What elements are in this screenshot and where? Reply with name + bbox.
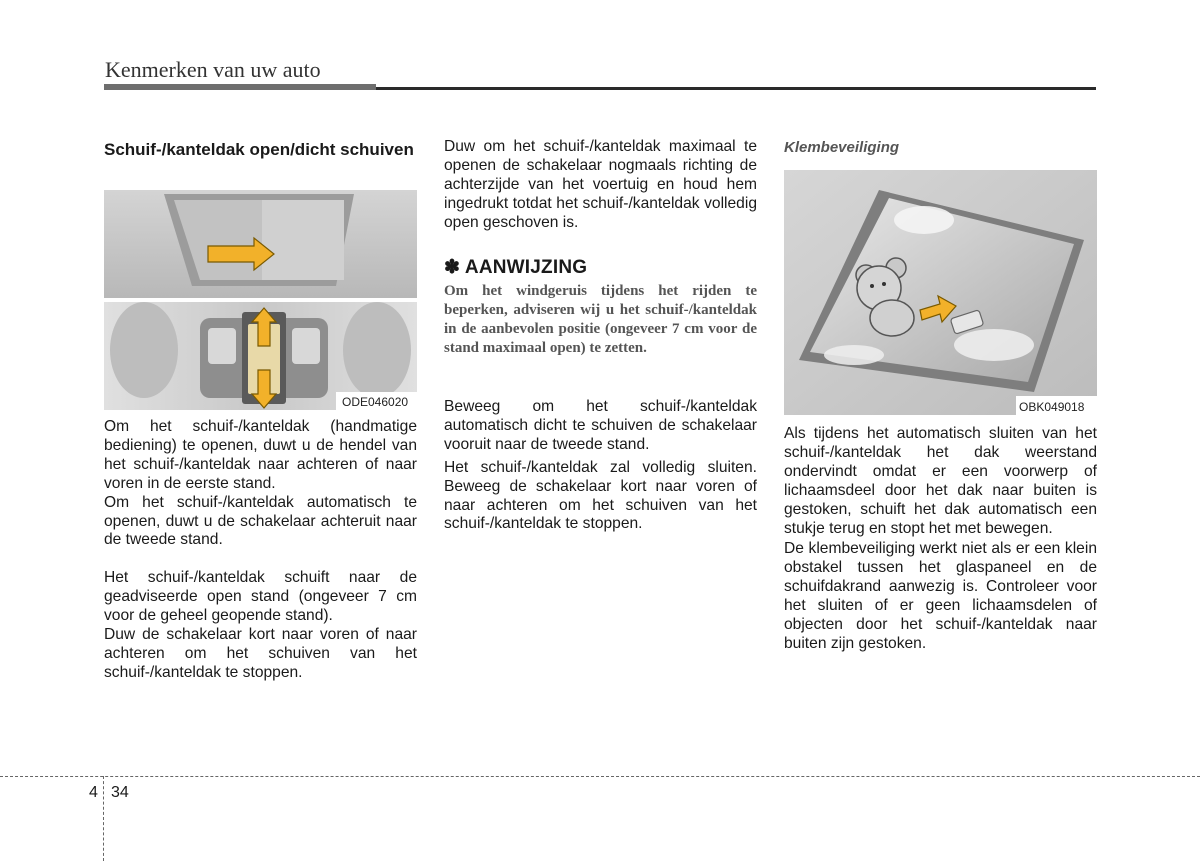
col2-body bbox=[444, 398, 757, 534]
header-rule-accent bbox=[104, 84, 376, 90]
sunroof-switch-figure bbox=[104, 190, 417, 412]
page-number: 34 bbox=[111, 784, 129, 801]
pinch-protection-figure bbox=[784, 170, 1097, 415]
figure-code: OBK049018 bbox=[1019, 400, 1085, 414]
chapter-number: 4 bbox=[89, 784, 98, 801]
paragraph: Het schuif-/kanteldak zal volledig sluiten. Beweeg de schakelaar kort naar voren of naar achteren om het schuiven van het schuif-/kanteldak te stoppen. bbox=[444, 458, 757, 533]
running-header: Kenmerken van uw auto bbox=[105, 57, 321, 82]
footer-divider bbox=[103, 776, 104, 861]
paragraph: Om het schuif-/kanteldak (handmatige bediening) te openen, duwt u de hendel van het schuif-/kanteldak naar achteren of naar voren in de eerste stand. bbox=[104, 418, 417, 492]
paragraph: Beweeg om het schuif-/kanteldak automatisch dicht te schuiven de schakelaar vooruit naar de tweede stand. bbox=[444, 398, 757, 453]
footer-rule bbox=[0, 776, 1200, 777]
subsection-heading: Klembeveiliging bbox=[784, 139, 900, 156]
paragraph: Duw om het schuif-/kanteldak maximaal te openen de schakelaar nogmaals richting de achterzijde van het voertuig en houd hem ingedrukt totdat het schuif-/kanteldak volledig open geschoven is. bbox=[444, 138, 757, 231]
pinch-protection-illustration bbox=[784, 170, 1097, 415]
col3-body bbox=[784, 425, 1097, 654]
section-heading: Schuif-/kanteldak open/dicht schuiven bbox=[104, 140, 414, 159]
col1-body bbox=[104, 418, 417, 683]
paragraph: Duw de schakelaar kort naar voren of naar achteren om het schuiven van het schuif-/kanteldak te stoppen. bbox=[104, 625, 417, 681]
sunroof-switch-illustration bbox=[104, 190, 417, 412]
col2-intro bbox=[444, 138, 757, 233]
note-heading: ✽ AANWIJZING bbox=[444, 257, 588, 278]
paragraph: Om het schuif-/kanteldak automatisch te openen, duwt u de schakelaar achteruit naar de tweede stand. bbox=[104, 493, 417, 549]
note-body: Om het windgeruis tijdens het rijden te beperken, adviseren wij u het schuif-/kanteldak in de aanbevolen positie (ongeveer 7 cm voor de stand maximaal open) te zetten. bbox=[444, 283, 757, 356]
paragraph: Het schuif-/kanteldak schuift naar de geadviseerde open stand (ongeveer 7 cm voor de geheel geopende stand). bbox=[104, 569, 417, 625]
figure-code: ODE046020 bbox=[342, 395, 409, 409]
paragraph: Als tijdens het automatisch sluiten van het schuif-/kanteldak het dak weerstand ondervindt omdat er een voorwerp of lichaamsdeel door het dak naar buiten is gestoken, schuift het dak automatisch een stukje terug en stopt het met bewegen. bbox=[784, 425, 1097, 537]
paragraph: De klembeveiliging werkt niet als er een klein obstakel tussen het glaspaneel en de schuifdakrand aanwezig is. Controleer voor het sluiten of er geen lichaamsdelen of objecten door het schuif-/kanteldak naar buiten zijn gestoken. bbox=[784, 540, 1097, 652]
